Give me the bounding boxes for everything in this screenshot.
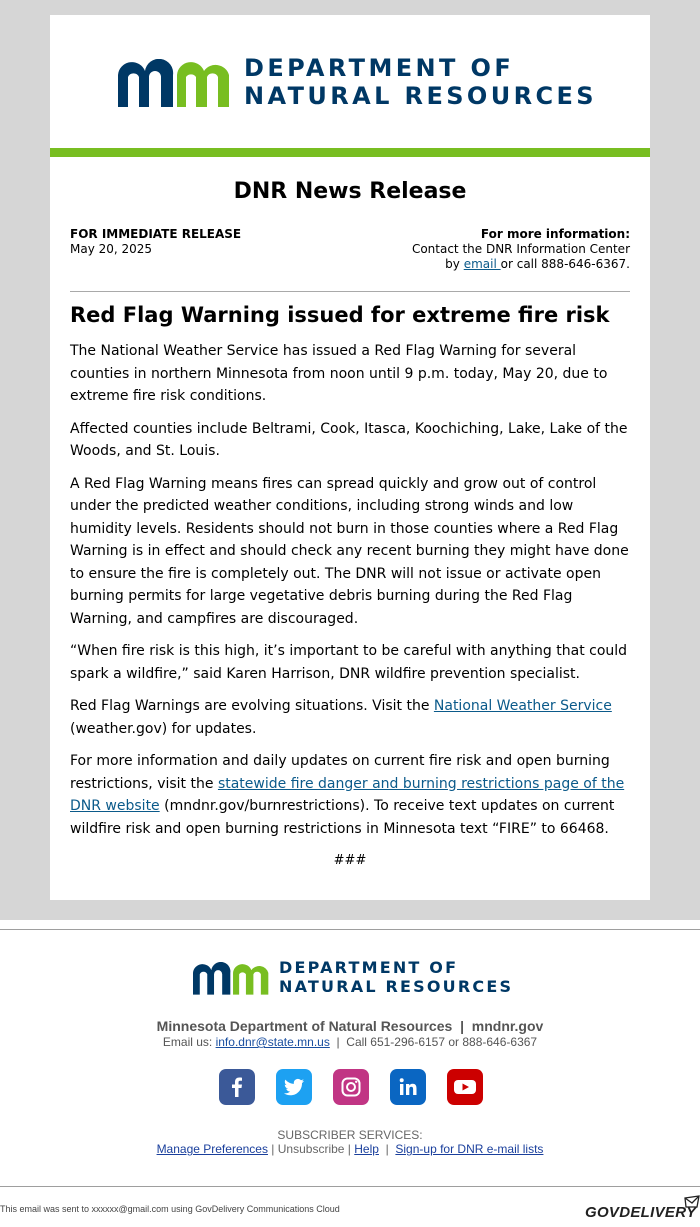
facebook-icon[interactable] xyxy=(219,1069,255,1105)
release-title: DNR News Release xyxy=(233,179,467,204)
nws-link[interactable]: National Weather Service xyxy=(433,698,612,714)
p6-after: (mndnr.gov/burnrestrictions). To receive text updates on current wildfire risk and open burning restrictions in Minnesota text “FIRE” to 66468. xyxy=(70,798,615,837)
burn-restrictions-link[interactable]: statewide fire danger and burning restrictions page of the DNR website xyxy=(70,775,625,814)
p5-text: Red Flag Warnings are evolving situations. Visit the xyxy=(70,698,434,714)
divider-rule xyxy=(70,291,630,292)
contact-meta xyxy=(412,227,630,272)
subscriber-links xyxy=(0,1142,700,1156)
envelope-icon xyxy=(684,1195,700,1209)
paragraph-4: “When fire risk is this high, it’s important to be careful with anything that could spark a wildfire,” said Karen Harrison, DNR wildfire prevention specialist. xyxy=(70,643,628,682)
info-label: For more information: xyxy=(480,227,630,241)
subscriber-title: SUBSCRIBER SERVICES: xyxy=(277,1128,423,1142)
org-line: Minnesota Department of Natural Resources | mndnr.gov xyxy=(156,1018,544,1034)
instagram-icon[interactable] xyxy=(333,1069,369,1105)
call-text: | Call 651-296-6157 or 888-646-6367 xyxy=(329,1035,538,1049)
email-link[interactable]: email xyxy=(463,257,501,271)
p5-after: (weather.gov) for updates. xyxy=(70,720,257,737)
paragraph-6 xyxy=(70,750,630,840)
separator: | xyxy=(378,1142,396,1156)
article-body xyxy=(70,340,630,873)
logo-line1: DEPARTMENT OF xyxy=(244,54,515,82)
contact-line xyxy=(0,1035,700,1049)
social-links xyxy=(219,1069,483,1105)
end-mark: ### xyxy=(333,853,367,868)
manage-preferences-link[interactable]: Manage Preferences xyxy=(156,1142,268,1156)
paragraph-3: A Red Flag Warning means fires can spread quickly and grow out of control under the predicted weather conditions, including strong winds and low humidity levels. Residents should not burn in those counties where a Red Flag Warning is in effect and should check any recent burning they might have done to ensure the fire is completely out. The DNR will not issue or activate open burning permits for large vegetative debris burning during the Red Flag Warning, and campfires are discouraged. xyxy=(70,475,629,627)
release-label: FOR IMMEDIATE RELEASE xyxy=(70,227,242,241)
footer-logo-line2: NATURAL RESOURCES xyxy=(279,977,514,996)
info-line: Contact the DNR Information Center xyxy=(411,242,630,256)
paragraph-1: The National Weather Service has issued a Red Flag Warning for several counties in northern Minnesota from noon until 9 p.m. today, May 20, due to extreme fire risk conditions. xyxy=(70,343,608,404)
logo-line2: NATURAL RESOURCES xyxy=(244,82,597,110)
footer-mn-logo-icon xyxy=(193,962,269,996)
linkedin-icon[interactable] xyxy=(390,1069,426,1105)
paragraph-5 xyxy=(70,695,630,740)
govdelivery-text: GOVDELIVERY xyxy=(585,1204,697,1221)
dnr-logo xyxy=(118,56,597,112)
info-by: by xyxy=(445,257,464,271)
unsubscribe-text: | Unsubscribe | xyxy=(267,1142,355,1156)
govdelivery-logo xyxy=(585,1195,700,1225)
paragraph-2: Affected counties include Beltrami, Cook, Itasca, Koochiching, Lake, Lake of the Woods, and St. Louis. xyxy=(70,420,628,459)
email-label: Email us: xyxy=(162,1035,216,1049)
release-meta xyxy=(70,227,241,257)
twitter-icon[interactable] xyxy=(276,1069,312,1105)
youtube-icon[interactable] xyxy=(447,1069,483,1105)
footer-rule xyxy=(0,929,700,930)
headline: Red Flag Warning issued for extreme fire risk xyxy=(70,303,610,327)
sent-line: This email was sent to xxxxxx@gmail.com using GovDelivery Communications Cloud xyxy=(0,1204,340,1214)
info-call: or call 888-646-6367. xyxy=(500,257,630,271)
signup-link[interactable]: Sign-up for DNR e-mail lists xyxy=(395,1142,544,1156)
release-date: May 20, 2025 xyxy=(70,242,153,256)
green-divider xyxy=(50,148,650,157)
info-contact xyxy=(412,257,630,272)
footer-dnr-logo xyxy=(193,960,513,998)
p6-text: For more information and daily updates on current fire risk and open burning restrictions, visit the xyxy=(70,753,610,792)
help-link[interactable]: Help xyxy=(354,1142,379,1156)
mn-logo-mark-icon xyxy=(118,59,230,109)
footer-email-link[interactable]: info.dnr@state.mn.us xyxy=(215,1035,330,1049)
footer-logo-line1: DEPARTMENT OF xyxy=(279,958,459,977)
bottom-rule xyxy=(0,1186,700,1187)
